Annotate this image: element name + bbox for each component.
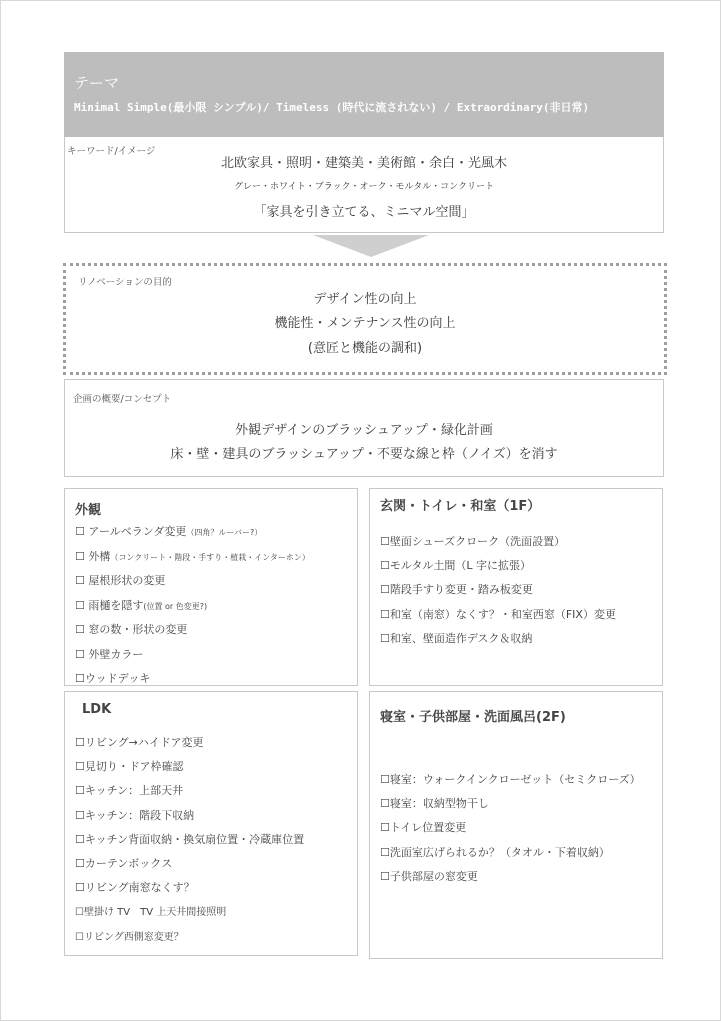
checklist-item[interactable]: ☐階段手すり変更・踏み板変更 (380, 583, 533, 597)
keyword-line-1: 北欧家具・照明・建築美・美術館・余白・光風木 (220, 156, 507, 171)
floor1-title: 玄関・トイレ・和室（1F） (380, 499, 541, 514)
purpose-line-2: 機能性・メンテナンス性の向上 (274, 316, 456, 331)
checklist-item[interactable]: ☐ 外壁カラー (75, 647, 144, 661)
checklist-item[interactable]: ☐ 窓の数・形状の変更 (75, 623, 188, 636)
checklist-item[interactable]: ☐ アールベランダ変更（四角？ルーバー?） (75, 525, 263, 538)
ldk-list (75, 734, 304, 952)
checklist-item[interactable]: ☐リビング西側窓変更？ (75, 931, 184, 943)
ldk-box (64, 691, 358, 956)
checklist-item[interactable]: ☐和室、壁面造作デスク＆収納 (380, 631, 533, 645)
floor2-list (380, 771, 641, 892)
checklist-item[interactable]: ☐寝室：ウォークインクローゼット（セミクローズ） (380, 773, 641, 786)
floor1-list (380, 533, 616, 654)
theme-label: テーマ (74, 74, 120, 92)
checklist-item[interactable]: ☐和室（南窓）なくす？・和室西窓（FIX）変更 (380, 607, 616, 621)
checklist-item[interactable]: ☐カーテンボックス (75, 856, 173, 870)
concept-line-1: 外観デザインのブラッシュアップ・緑化計画 (235, 423, 493, 438)
checklist-item[interactable]: ☐寝室：収納型物干し (380, 797, 489, 811)
purpose-label: リノベーションの目的 (78, 277, 172, 288)
floor2-box (369, 691, 663, 959)
checklist-item[interactable]: ☐モルタル土間（L 字に拡張） (380, 559, 532, 573)
checklist-item[interactable]: ☐キッチン背面収納・換気扇位置・冷蔵庫位置 (75, 832, 305, 846)
down-arrow-icon (313, 235, 429, 257)
keyword-line-2: グレー・ホワイト・ブラック・オーク・モルタル・コンクリート (233, 182, 494, 192)
checklist-item[interactable]: ☐キッチン：上部天井 (75, 784, 184, 798)
floor1-box (369, 488, 663, 686)
floor2-title: 寝室・子供部屋・洗面風呂(2F) (380, 710, 566, 725)
checklist-item[interactable]: ☐ウッドデッキ (75, 672, 151, 685)
checklist-item[interactable]: ☐キッチン：階段下収納 (75, 808, 195, 822)
exterior-list (75, 523, 310, 695)
checklist-item[interactable]: ☐見切り・ドア枠確認 (75, 760, 184, 774)
checklist-item[interactable]: ☐ 屋根形状の変更 (75, 574, 166, 587)
checklist-item[interactable]: ☐壁面シューズクローク（洗面設置） (380, 535, 566, 548)
concept-line-2: 床・壁・建具のブラッシュアップ・不要な線と枠（ノイズ）を消す (170, 447, 558, 462)
theme-subtitle: Minimal Simple(最小限 シンプル)/ Timeless (時代に流されない) / Extraordinary(非日常) (74, 101, 590, 114)
concept-section (64, 379, 664, 477)
checklist-item[interactable]: ☐ 外構（コンクリート・階段・手すり・植栽・インターホン） (75, 549, 310, 563)
checklist-item[interactable]: ☐壁掛け TV TV 上天井間接照明 (75, 907, 227, 919)
checklist-item[interactable]: ☐トイレ位置変更 (380, 821, 467, 835)
keyword-section (64, 137, 664, 233)
keyword-label: キーワード/イメージ (67, 146, 156, 157)
checklist-item[interactable]: ☐ 雨樋を隠す(位置 or 色変更?) (75, 598, 208, 612)
ldk-title: LDK (82, 702, 112, 717)
exterior-box (64, 488, 358, 686)
exterior-title: 外観 (75, 503, 102, 518)
checklist-item[interactable]: ☐洗面室広げられるか？（タオル・下着収納） (380, 845, 610, 859)
theme-banner (64, 52, 664, 137)
keyword-line-3: 「家具を引き立てる、ミニマル空間」 (253, 205, 475, 220)
purpose-line-1: デザイン性の向上 (313, 292, 417, 307)
purpose-line-3: (意匠と機能の調和) (307, 341, 423, 356)
checklist-item[interactable]: ☐リビング南窓なくす？ (75, 881, 195, 895)
checklist-item[interactable]: ☐子供部屋の窓変更 (380, 869, 478, 883)
concept-label: 企画の概要/コンセプト (73, 394, 172, 405)
checklist-item[interactable]: ☐リビング→ハイドア変更 (75, 736, 204, 749)
purpose-section (63, 263, 667, 375)
